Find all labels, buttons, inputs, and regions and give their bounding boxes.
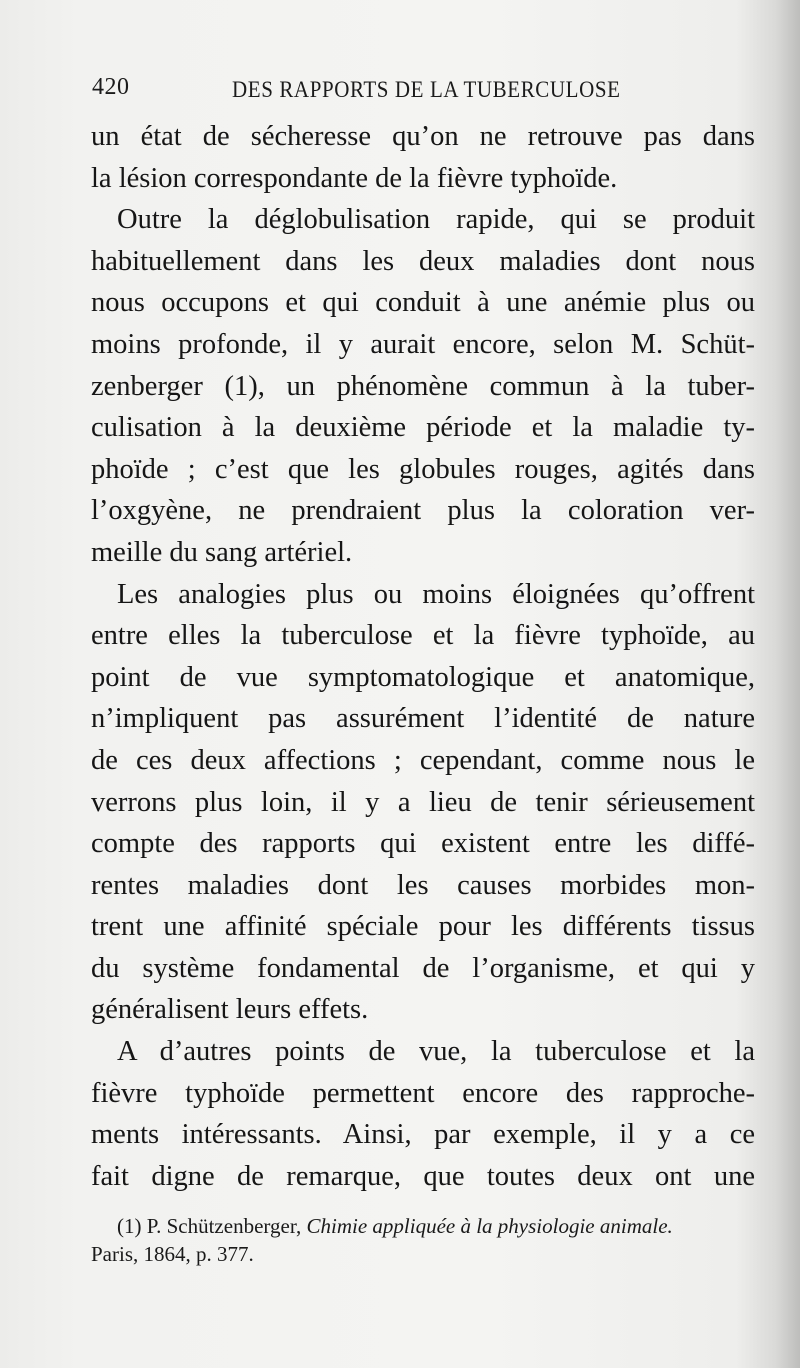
- text-line: la lésion correspondante de la fièvre typhoïde.: [91, 162, 618, 194]
- text-line: n’impliquent pas assurément l’identité de nature: [91, 703, 755, 735]
- footnote-marker: (1): [117, 1214, 142, 1238]
- text-line: Outre la déglobulisation rapide, qui se produit: [117, 204, 755, 236]
- text-line: habituellement dans les deux maladies dont nous: [91, 245, 755, 277]
- text-line: nous occupons et qui conduit à une anémie plus ou: [91, 287, 755, 319]
- footnote-title: Chimie appliquée à la physiologie animale.: [306, 1214, 673, 1238]
- footnote-line: [91, 1212, 755, 1240]
- text-line: A d’autres points de vue, la tuberculose et la: [117, 1036, 755, 1068]
- text-line: de ces deux affections ; cependant, comme nous le: [91, 744, 755, 776]
- text-line: trent une affinité spéciale pour les différents tissus: [91, 911, 755, 943]
- body-text: [91, 116, 755, 1197]
- text-line: meille du sang artériel.: [91, 536, 353, 568]
- footnote: [91, 1212, 755, 1268]
- text-line: l’oxgyène, ne prendraient plus la coloration ver-: [91, 495, 755, 527]
- text-line: fait digne de remarque, que toutes deux ont une: [91, 1160, 755, 1192]
- text-line: ments intéressants. Ainsi, par exemple, il y a ce: [91, 1119, 755, 1151]
- text-line: Les analogies plus ou moins éloignées qu’offrent: [117, 578, 755, 610]
- running-title: DES RAPPORTS DE LA TUBERCULOSE: [232, 76, 621, 103]
- text-line: verrons plus loin, il y a lieu de tenir sérieusement: [91, 786, 755, 818]
- footnote-author: P. Schützenberger,: [146, 1214, 302, 1238]
- text-line: entre elles la tuberculose et la fièvre typhoïde, au: [91, 620, 755, 652]
- text-line: moins profonde, il y aurait encore, selon M. Schüt-: [91, 328, 755, 360]
- text-line: un état de sécheresse qu’on ne retrouve pas dans: [91, 121, 755, 152]
- page-number: 420: [92, 74, 130, 100]
- text-line: du système fondamental de l’organisme, et qui y: [91, 952, 755, 984]
- text-line: culisation à la deuxième période et la maladie ty-: [91, 412, 755, 444]
- text-line: fièvre typhoïde permettent encore des rapproche-: [91, 1077, 755, 1109]
- footnote-imprint: Paris, 1864, p. 377.: [91, 1242, 254, 1266]
- text-line: rentes maladies dont les causes morbides mon-: [91, 869, 755, 901]
- page-header: [92, 74, 752, 110]
- text-line: zenberger (1), un phénomène commun à la tuber-: [91, 370, 755, 402]
- text-line: compte des rapports qui existent entre les diffé-: [91, 828, 755, 860]
- text-line: généralisent leurs effets.: [91, 994, 369, 1026]
- text-line: point de vue symptomatologique et anatomique,: [91, 661, 755, 693]
- text-line: phoïde ; c’est que les globules rouges, agités dans: [91, 453, 755, 485]
